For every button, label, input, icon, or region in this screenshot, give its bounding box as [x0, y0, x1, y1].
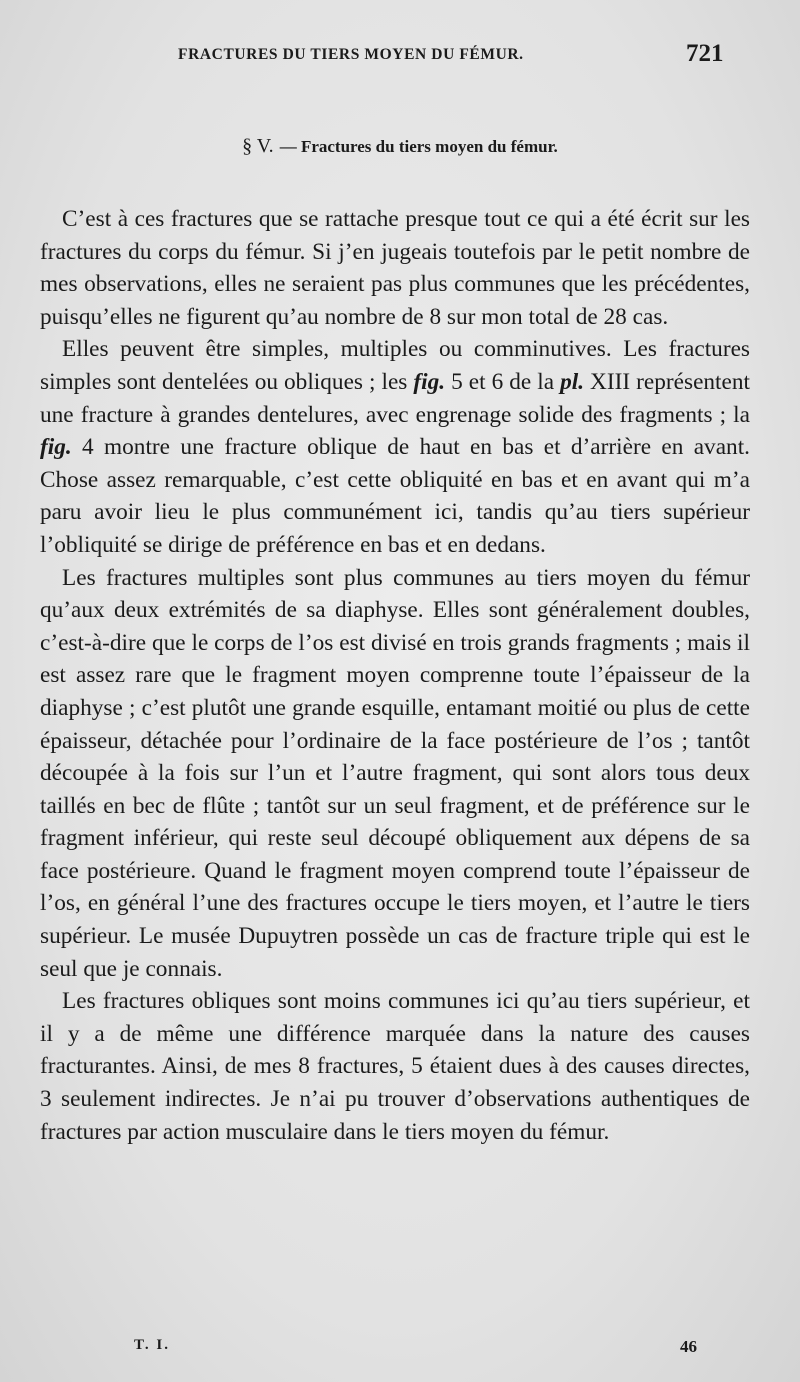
paragraph-2-text-a: Elles peuvent être simples, multiples ou comminutives. Les fractures simples sont dentelées ou obliques ; les — [40, 336, 750, 395]
paragraph-1-text: C’est à ces fractures que se rattache presque tout ce qui a été écrit sur les fractures du corps du fémur. Si j’en jugeais toutefois par le petit nombre de mes observations, elles ne seraient pas plus communes que les précédentes, puisqu’elles ne figurent qu’au nombre de 8 sur mon total de 28 cas. — [40, 206, 750, 330]
section-symbol: § V. — [242, 135, 274, 157]
signature-mark: 46 — [680, 1337, 697, 1356]
page-footer — [0, 1337, 800, 1361]
running-title: FRACTURES DU TIERS MOYEN DU FÉMUR. — [178, 46, 524, 63]
paragraph-3-text: Les fractures multiples sont plus communes au tiers moyen du fémur qu’aux deux extrémités de sa diaphyse. Elles sont généralement doubles, c’est-à-dire que le corps de l’os est divisé en trois grands fragments ; mais il est assez rare que le fragment moyen comprenne toute l’épaisseur de la diaphyse ; c’est plutôt une grande esquille, entamant moitié ou plus de cette épaisseur, détachée pour l’ordinaire de la face postérieure de l’os ; tantôt découpée à la fois sur l’un et l’autre fragment, qui sont alors tous deux taillés en bec de flûte ; tantôt sur un seul fragment, et de préférence sur le fragment inférieur, qui reste seul découpé obliquement aux dépens de sa face postérieure. Quand le fragment moyen comprend toute l’épaisseur de l’os, en général l’une des fractures occupe le tiers moyen, et l’autre le tiers supérieur. Le musée Dupuytren possède un cas de fracture triple qui est le seul que je connais. — [40, 564, 750, 982]
figure-reference: fig. — [413, 368, 446, 395]
figure-reference: fig. — [40, 434, 72, 461]
paragraph-4 — [40, 985, 750, 1148]
section-title: — Fractures du tiers moyen du fémur. — [279, 137, 558, 156]
paragraph-3 — [40, 562, 750, 986]
paragraph-2-text-c: XIII représentent une fracture à grandes dentelures, avec engrenage solide des fragments ; la — [40, 368, 750, 428]
page-number: 721 — [686, 40, 724, 67]
paragraph-2 — [40, 333, 750, 561]
plate-reference: pl. — [560, 368, 585, 395]
running-header — [0, 40, 800, 70]
paragraph-2-text-b: 5 et 6 de la — [445, 368, 561, 395]
paragraph-1 — [40, 203, 750, 333]
volume-marker: T. I. — [134, 1337, 170, 1353]
paragraph-2-text-d: 4 montre une fracture oblique de haut en bas et d’arrière en avant. Chose assez remarquable, c’est cette obliquité en bas et en avant qui m’a paru avoir lieu le plus communément ici, tandis qu’au tiers supérieur l’obliquité se dirige de préférence en bas et en dedans. — [40, 434, 750, 558]
body-text — [40, 203, 750, 1148]
section-heading — [0, 135, 800, 158]
paragraph-4-text: Les fractures obliques sont moins communes ici qu’au tiers supérieur, et il y a de même une différence marquée dans la nature des causes fracturantes. Ainsi, de mes 8 fractures, 5 étaient dues à des causes directes, 3 seulement indirectes. Je n’ai pu trouver d’observations authentiques de fractures par action musculaire dans le tiers moyen du fémur. — [40, 988, 750, 1145]
